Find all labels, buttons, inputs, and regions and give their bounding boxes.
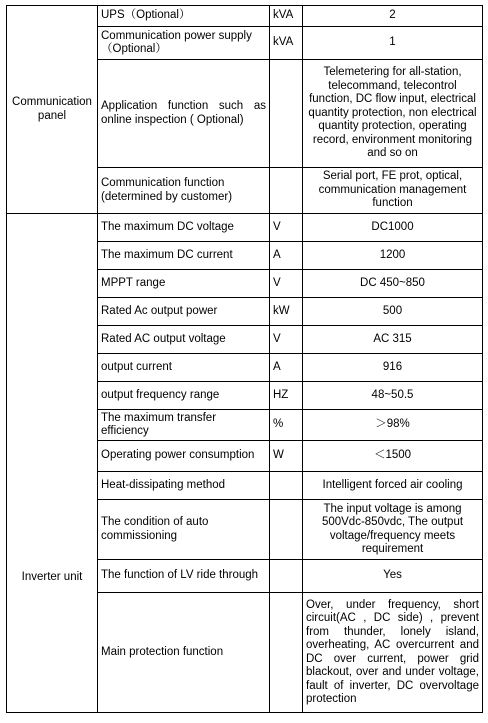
param-cell: Rated AC output voltage [98,326,270,354]
unit-cell: kW [270,298,303,326]
unit-cell: V [270,270,303,298]
unit-cell: W [270,441,303,472]
value-cell: AC 315 [303,326,483,354]
param-cell: The maximum transfer efficiency [98,410,270,441]
unit-cell [270,500,303,560]
param-cell: The condition of auto commissioning [98,500,270,560]
unit-cell: kVA [270,6,303,27]
param-cell: Rated Ac output power [98,298,270,326]
unit-cell: V [270,326,303,354]
param-cell: Application function such as online inspection ( Optional) [98,60,270,168]
value-cell: Serial port, FE prot, optical, communication management function [303,168,483,214]
unit-cell: % [270,410,303,441]
value-cell: DC1000 [303,214,483,242]
value-cell: Telemetering for all-station, telecommand, telecontrol function, DC flow input, electrical quantity protection, non electrical quantity protection, operating record, environment monitoring and so on [303,60,483,168]
unit-cell [270,472,303,500]
table-row [7,6,483,27]
value-cell: 2 [303,6,483,27]
section-label-communication-panel: Communication panel [7,6,98,214]
value-cell: 500 [303,298,483,326]
param-cell: The maximum DC voltage [98,214,270,242]
param-cell: Communication power supply（Optional） [98,27,270,60]
param-cell: MPPT range [98,270,270,298]
param-cell: The function of LV ride through [98,560,270,593]
value-cell: 916 [303,354,483,382]
value-cell: 48~50.5 [303,382,483,410]
value-cell: The input voltage is among 500Vdc-850vdc, The output voltage/frequency meets requirement [303,500,483,560]
unit-cell [270,60,303,168]
param-cell: Heat-dissipating method [98,472,270,500]
value-cell: Over, under frequency, short circuit(AC , DC side) , prevent from thunder, lonely island, overheating, AC overcurrent and DC over current, power grid blackout, over and under voltage, fault of inverter, DC overvoltage protection [303,593,483,713]
param-cell: The maximum DC current [98,242,270,270]
unit-cell: A [270,242,303,270]
unit-cell [270,593,303,713]
param-cell: Communication function (determined by customer) [98,168,270,214]
value-cell: ＜1500 [303,441,483,472]
value-cell: Intelligent forced air cooling [303,472,483,500]
section-label-inverter-unit: Inverter unit [7,214,98,713]
value-cell: ＞98% [303,410,483,441]
value-cell: Yes [303,560,483,593]
param-cell: Operating power consumption [98,441,270,472]
param-cell: output current [98,354,270,382]
param-cell: output frequency range [98,382,270,410]
param-cell: UPS（Optional） [98,6,270,27]
value-cell: 1200 [303,242,483,270]
unit-cell: A [270,354,303,382]
spec-table [6,5,483,713]
unit-cell: HZ [270,382,303,410]
param-cell: Main protection function [98,593,270,713]
value-cell: 1 [303,27,483,60]
table-row [7,214,483,242]
unit-cell: kVA [270,27,303,60]
unit-cell: V [270,214,303,242]
unit-cell [270,168,303,214]
value-cell: DC 450~850 [303,270,483,298]
unit-cell [270,560,303,593]
